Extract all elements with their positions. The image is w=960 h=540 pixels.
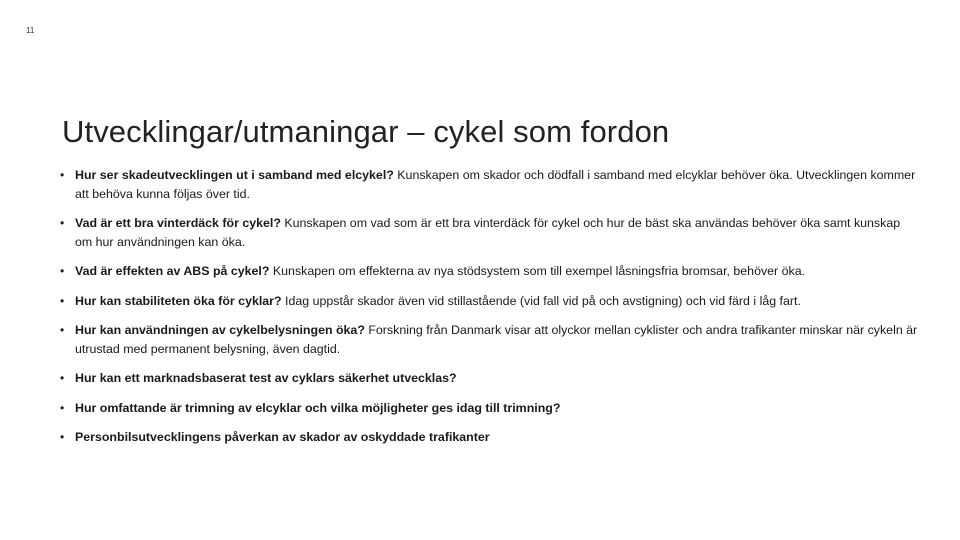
bullet-dot-icon: • [60,216,65,230]
slide-title: Utvecklingar/utmaningar – cykel som fordon [62,114,670,149]
bullet-dot-icon: • [60,293,65,308]
bullet-item-tuning [58,399,918,418]
bullet-question: Vad är ett bra vinterdäck för cykel? [75,216,281,230]
bullet-item-winter-tyres [58,214,918,251]
bullet-item-car-development [58,428,918,447]
bullet-question: Hur ser skadeutvecklingen ut i samband med elcykel? [75,168,394,182]
bullet-item-market-test [58,369,918,388]
bullet-question: Vad är effekten av ABS på cykel? [75,264,270,278]
bullet-dot-icon: • [60,168,65,182]
bullet-text: Kunskapen om effekterna av nya stödsystem som till exempel låsningsfria bromsar, behöver öka. [269,264,806,278]
bullet-item-lighting [58,321,918,358]
bullet-dot-icon: • [60,371,65,385]
bullet-dot-icon: • [60,400,65,415]
bullet-dot-icon: • [60,430,65,444]
bullet-list [58,166,918,458]
slide-number: 11 [26,26,35,35]
bullet-text: Kunskapen om vad som är ett bra vinterdäck för cykel och hur de bäst ska användas behöver öka samt kunskap om hur användningen kan öka. [75,216,901,249]
bullet-text: Forskning från Danmark visar att olyckor mellan cyklister och andra trafikanter minskar när cykeln är utrustad med permanent belysning, även dagtid. [75,323,918,356]
bullet-item-abs [58,262,918,281]
bullet-item-ebike-injuries [58,166,918,203]
bullet-question: Personbilsutvecklingens påverkan av skador av oskyddade trafikanter [75,430,490,444]
bullet-question: Hur omfattande är trimning av elcyklar och vilka möjligheter ges idag till trimning? [75,400,561,415]
bullet-question: Hur kan användningen av cykelbelysningen öka? [75,323,365,337]
bullet-text: Idag uppstår skador även vid stillastående (vid fall vid på och avstigning) och vid färd i låg fart. [281,293,801,308]
bullet-question: Hur kan stabiliteten öka för cyklar? [75,293,282,308]
bullet-item-stability [58,292,918,311]
bullet-question: Hur kan ett marknadsbaserat test av cyklars säkerhet utvecklas? [75,371,457,385]
bullet-text: Kunskapen om skador och dödfall i samband med elcyklar behöver öka. Utvecklingen kommer att behöva kunna följas över tid. [75,168,916,201]
bullet-dot-icon: • [60,323,65,337]
bullet-dot-icon: • [60,264,65,278]
